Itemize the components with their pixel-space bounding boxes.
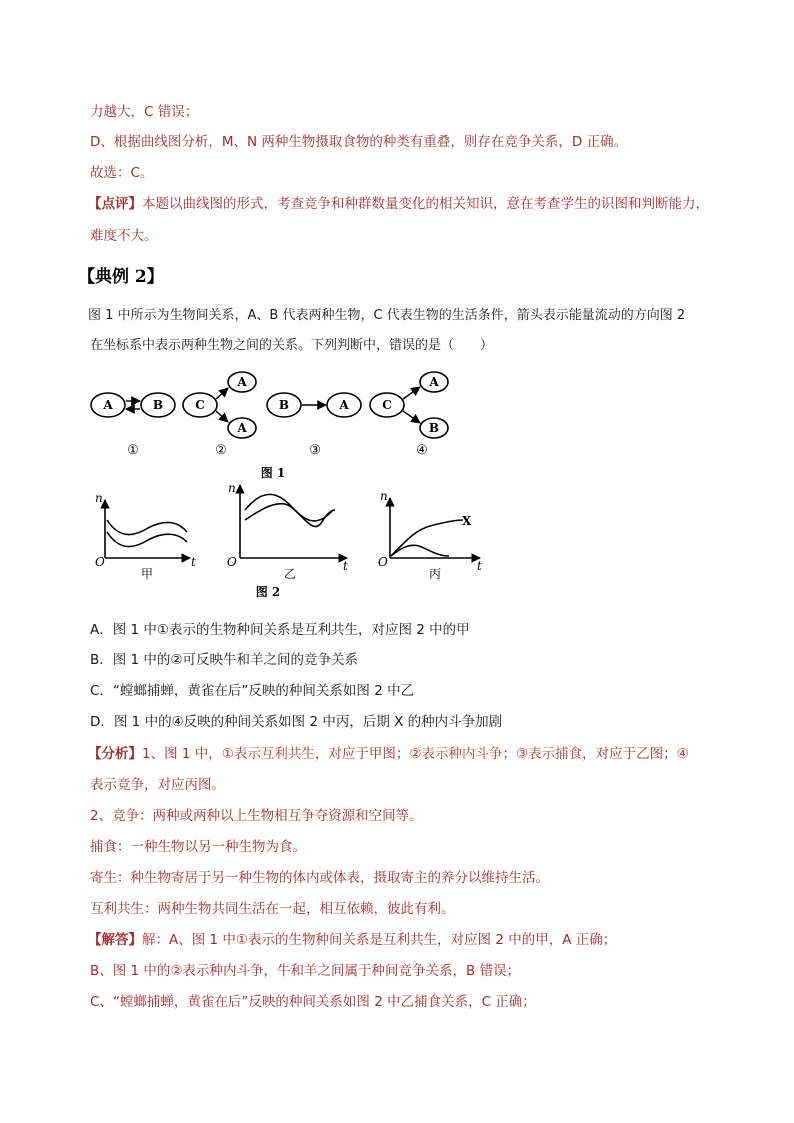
analysis-text-1a: 1、图 1 中， bbox=[142, 746, 222, 762]
analysis-line-2: 表示竞争，对应丙图。 bbox=[90, 777, 225, 793]
question-line-1: 图 1 中所示为生物间关系，A、B 代表两种生物，C 代表生物的生活条件，箭头表示能量流动的方向图 2 bbox=[88, 308, 686, 323]
fig1-number-2: ② bbox=[215, 443, 227, 458]
answer-line-2 bbox=[90, 961, 520, 981]
answer-tag: 【解答】 bbox=[88, 932, 142, 948]
fig1-label-a-2a: A bbox=[237, 375, 247, 389]
fig1-label-a-3: A bbox=[339, 398, 349, 412]
fig1-label-c-2: C bbox=[195, 398, 205, 412]
answer-text-2c: 表示种内斗争，牛和羊之间属于种间竞争关系，B 错误； bbox=[182, 963, 521, 979]
option-a: A．图 1 中①表示的生物种间关系是互利共生，对应图 2 中的甲 bbox=[90, 622, 470, 638]
analysis-line-4: 捕食：一种生物以另一种生物为食。 bbox=[90, 839, 306, 855]
analysis-hl-4: ④ bbox=[676, 746, 689, 762]
fig1-label-a-1: A bbox=[103, 398, 113, 412]
fig2-series-x-label: X bbox=[462, 514, 472, 528]
comment-line-1 bbox=[88, 194, 709, 214]
analysis-text-1g: ，对应于乙图； bbox=[582, 746, 677, 762]
fig1-label-c-4: C bbox=[382, 398, 392, 412]
fig2-caption: 图 2 bbox=[255, 585, 281, 599]
prev-line-2: D、根据曲线图分析，M、N 两种生物摄取食物的种类有重叠，则存在竞争关系，D 正确。 bbox=[90, 134, 628, 150]
fig1-label-a-4: A bbox=[429, 375, 439, 389]
fig2-axis-n-2: n bbox=[228, 481, 236, 495]
analysis-tag: 【分析】 bbox=[88, 746, 142, 762]
analysis-hl-3: ③表示捕食 bbox=[515, 746, 583, 762]
answer-text-2a: B、图 1 中的 bbox=[90, 963, 171, 979]
answer-text-1c: 表示的生物种间关系是互利共生，对应图 2 中的甲，A 正确； bbox=[248, 932, 617, 948]
comment-tag: 【点评】 bbox=[88, 196, 142, 212]
answer-text-1a: 解：A、图 1 中 bbox=[142, 932, 236, 948]
figure-1 bbox=[85, 368, 475, 486]
option-c: C．“螳螂捕蝉，黄雀在后”反映的种间关系如图 2 中乙 bbox=[90, 683, 415, 699]
fig2-axis-n-1: n bbox=[95, 491, 103, 505]
answer-line-3: C、“螳螂捕蝉，黄雀在后”反映的种间关系如图 2 中乙捕食关系，C 正确； bbox=[90, 994, 536, 1010]
option-b: B．图 1 中的②可反映牛和羊之间的竞争关系 bbox=[90, 652, 359, 668]
fig1-label-b-1: B bbox=[152, 398, 164, 412]
question-line-2: 在坐标系中表示两种生物之间的关系。下列判断中，错误的是（ ） bbox=[90, 338, 494, 353]
fig2-origin-3: O bbox=[378, 555, 388, 569]
fig1-number-1: ① bbox=[127, 443, 139, 458]
fig1-number-3: ③ bbox=[309, 443, 321, 458]
fig2-panel-label-3: 丙 bbox=[428, 567, 442, 581]
analysis-line-5: 寄生：种生物寄居于另一种生物的体内或体表，摄取寄主的养分以维持生活。 bbox=[90, 870, 549, 886]
figure-2 bbox=[85, 480, 485, 602]
fig2-panel-label-1: 甲 bbox=[140, 567, 154, 581]
fig2-origin-2: O bbox=[227, 555, 237, 569]
fig2-axis-t-2: t bbox=[343, 559, 348, 573]
analysis-hl-2: ②表示种内斗争 bbox=[409, 746, 503, 762]
answer-line-1 bbox=[88, 930, 616, 950]
fig2-axis-t-3: t bbox=[477, 559, 482, 573]
analysis-text-1c: ，对应于甲图； bbox=[314, 746, 410, 762]
fig2-panel-label-2: 乙 bbox=[283, 567, 297, 581]
analysis-line-3: 2、竞争：两种或两种以上生物相互争夺资源和空间等。 bbox=[90, 808, 423, 824]
example-heading: 【典例 2】 bbox=[78, 267, 164, 287]
comment-text: 本题以曲线图的形式，考查竞争和种群数量变化的相关知识，意在考查学生的识图和判断能力， bbox=[142, 196, 709, 212]
analysis-text-1e: ； bbox=[502, 746, 516, 762]
analysis-line-1 bbox=[88, 744, 689, 764]
answer-hl-2: ② bbox=[170, 963, 183, 979]
fig1-label-a-2b: A bbox=[237, 421, 247, 435]
fig2-axis-t-1: t bbox=[191, 555, 196, 569]
fig1-label-b-4: B bbox=[428, 421, 440, 435]
analysis-line-6: 互利共生：两种生物共同生活在一起，相互依赖，彼此有利。 bbox=[90, 901, 455, 917]
prev-line-3: 故选：C。 bbox=[90, 165, 154, 181]
comment-line-2: 难度不大。 bbox=[90, 228, 158, 244]
fig1-number-4: ④ bbox=[416, 443, 428, 458]
analysis-hl-1: ①表示互利共生 bbox=[221, 746, 315, 762]
fig2-origin-1: O bbox=[95, 555, 105, 569]
prev-line-1: 力越大，C 错误； bbox=[90, 104, 199, 120]
fig2-axis-n-3: n bbox=[380, 489, 388, 503]
answer-hl-1: ① bbox=[235, 932, 249, 948]
fig1-caption: 图 1 bbox=[260, 466, 286, 480]
fig1-label-b-3: B bbox=[278, 398, 290, 412]
option-d: D．图 1 中的④反映的种间关系如图 2 中丙，后期 X 的种内斗争加剧 bbox=[90, 714, 503, 730]
